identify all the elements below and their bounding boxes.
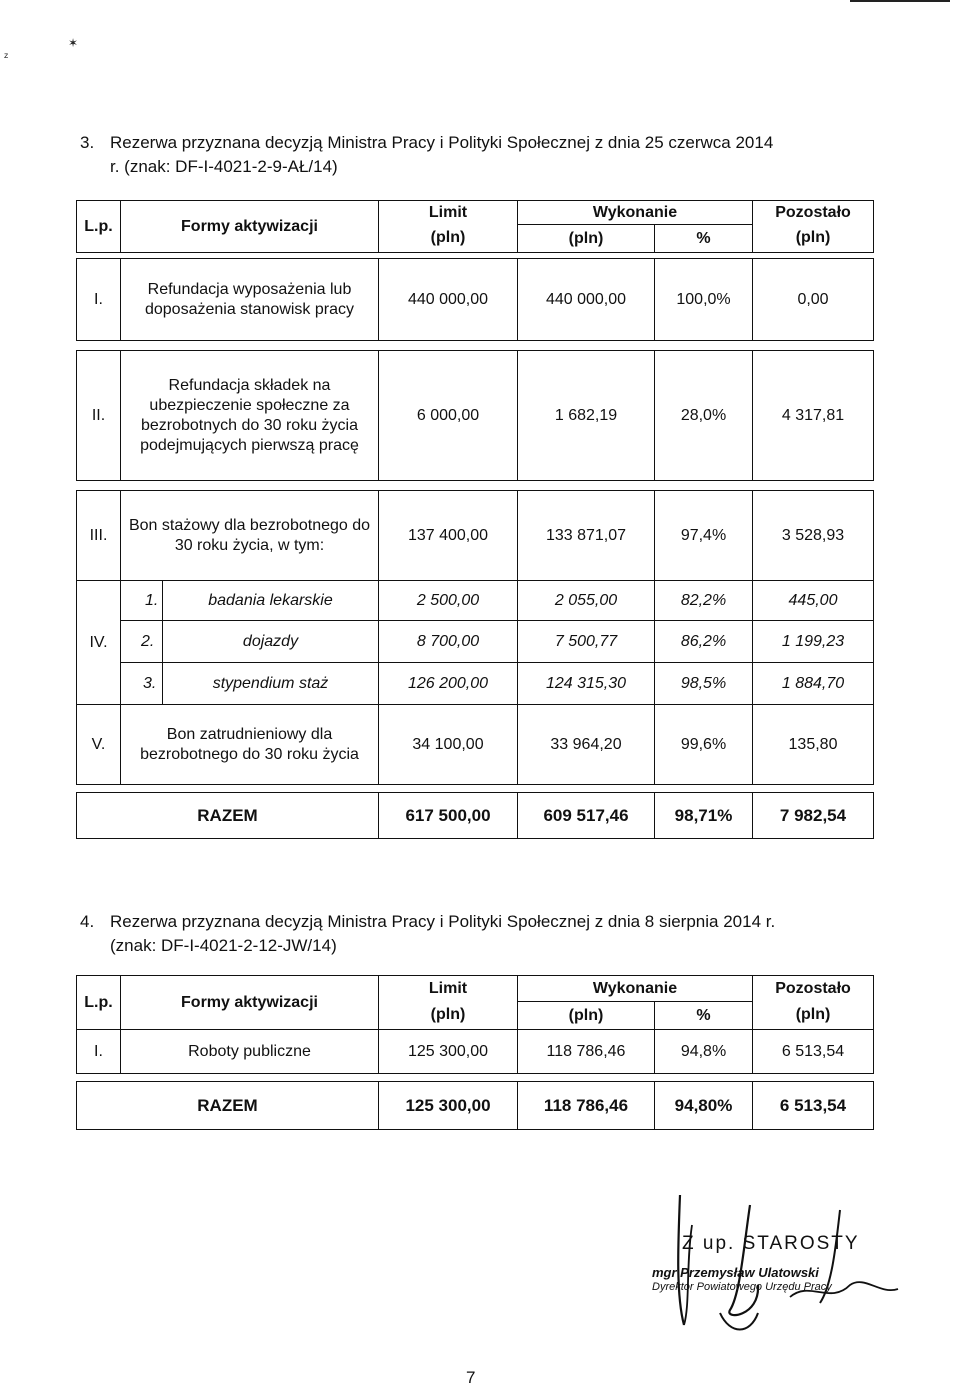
- row-lp: I.: [77, 259, 121, 341]
- row-lp: III.: [77, 491, 121, 581]
- stamp-line2: mgr Przemysław Ulatowski: [652, 1265, 819, 1280]
- row-wykonanie: 118 786,46: [518, 1030, 655, 1074]
- total-pct: 98,71%: [655, 793, 753, 839]
- row-name: Refundacja wyposażenia lub doposażenia stanowisk pracy: [121, 259, 379, 341]
- sub-pozostalo: 445,00: [753, 581, 874, 621]
- header-pozostalo-unit: (pln): [753, 225, 874, 253]
- table-section-4: [76, 975, 874, 1130]
- sub-name: badania lekarskie: [163, 581, 379, 621]
- table-row: [77, 581, 874, 621]
- stamp-line1: Z up. STAROSTY: [682, 1233, 860, 1254]
- sub-pozostalo: 1 884,70: [753, 663, 874, 705]
- row-name: Roboty publiczne: [121, 1030, 379, 1074]
- table-row: [77, 351, 874, 481]
- header-wykonanie: Wykonanie: [518, 976, 753, 1002]
- header-limit-unit: (pln): [379, 1002, 518, 1030]
- row-wykonanie: 133 871,07: [518, 491, 655, 581]
- row-pct: 97,4%: [655, 491, 753, 581]
- row-lp: IV.: [77, 581, 121, 705]
- handwritten-signature: [640, 1185, 900, 1335]
- table-row: [77, 491, 874, 581]
- page-number: 7: [466, 1368, 476, 1387]
- row-pozostalo: 3 528,93: [753, 491, 874, 581]
- section-4-line2: (znak: DF-I-4021-2-12-JW/14): [110, 936, 337, 955]
- row-limit: 6 000,00: [379, 351, 518, 481]
- row-wykonanie: 1 682,19: [518, 351, 655, 481]
- row-name: Refundacja składek na ubezpieczenie społeczne za bezrobotnych do 30 roku życia podejmujących pierwszą pracę: [121, 351, 379, 481]
- header-pozostalo: Pozostało: [753, 201, 874, 225]
- header-formy: Formy aktywizacji: [121, 976, 379, 1030]
- table-section-3-sub: [76, 580, 874, 705]
- total-wykonanie: 118 786,46: [518, 1082, 655, 1130]
- top-right-rule: [850, 0, 950, 2]
- sub-wykonanie: 124 315,30: [518, 663, 655, 705]
- total-limit: 125 300,00: [379, 1082, 518, 1130]
- header-pozostalo: Pozostało: [753, 976, 874, 1002]
- section-3-line1: Rezerwa przyznana decyzją Ministra Pracy i Polityki Społecznej z dnia 25 czerwca 2014: [110, 133, 774, 152]
- header-formy: Formy aktywizacji: [121, 201, 379, 253]
- stamp-line3: Dyrektor Powiatowego Urzędu Pracy: [652, 1281, 832, 1293]
- header-lp: L.p.: [77, 201, 121, 253]
- row-pct: 94,8%: [655, 1030, 753, 1074]
- table-section-3-footer: [76, 704, 874, 839]
- table-section-3: [76, 200, 874, 581]
- section-4-number: 4.: [80, 912, 95, 931]
- sub-pct: 98,5%: [655, 663, 753, 705]
- total-pozostalo: 7 982,54: [753, 793, 874, 839]
- row-wykonanie: 440 000,00: [518, 259, 655, 341]
- table-row: [77, 259, 874, 341]
- row-lp: V.: [77, 705, 121, 785]
- row-limit: 125 300,00: [379, 1030, 518, 1074]
- total-label: RAZEM: [77, 1082, 379, 1130]
- sub-name: stypendium staż: [163, 663, 379, 705]
- header-wykonanie-unit: (pln): [518, 225, 655, 253]
- sub-pct: 86,2%: [655, 621, 753, 663]
- row-pozostalo: 6 513,54: [753, 1030, 874, 1074]
- header-wykonanie-unit: (pln): [518, 1002, 655, 1030]
- row-wykonanie: 33 964,20: [518, 705, 655, 785]
- total-label: RAZEM: [77, 793, 379, 839]
- sub-number: 3.: [121, 663, 163, 705]
- sub-number: 2.: [121, 621, 163, 663]
- sub-pct: 82,2%: [655, 581, 753, 621]
- section-3-heading: [80, 131, 880, 179]
- sub-number: 1.: [121, 581, 163, 621]
- section-3-number: 3.: [80, 133, 95, 152]
- sub-limit: 2 500,00: [379, 581, 518, 621]
- table-row: [77, 663, 874, 705]
- table-row: [77, 705, 874, 785]
- row-pozostalo: 135,80: [753, 705, 874, 785]
- row-lp: I.: [77, 1030, 121, 1074]
- total-row: [77, 1082, 874, 1130]
- side-mark: ᶻ: [4, 50, 9, 64]
- sub-pozostalo: 1 199,23: [753, 621, 874, 663]
- sub-limit: 8 700,00: [379, 621, 518, 663]
- row-pozostalo: 0,00: [753, 259, 874, 341]
- table-row: [77, 1030, 874, 1074]
- row-pct: 100,0%: [655, 259, 753, 341]
- section-4-line1: Rezerwa przyznana decyzją Ministra Pracy i Polityki Społecznej z dnia 8 sierpnia 2014 r.: [110, 912, 776, 931]
- row-name: Bon zatrudnieniowy dla bezrobotnego do 30 roku życia: [121, 705, 379, 785]
- sub-name: dojazdy: [163, 621, 379, 663]
- row-pozostalo: 4 317,81: [753, 351, 874, 481]
- header-limit: Limit: [379, 976, 518, 1002]
- sub-wykonanie: 2 055,00: [518, 581, 655, 621]
- row-lp: II.: [77, 351, 121, 481]
- section-4-heading: [80, 910, 880, 958]
- total-wykonanie: 609 517,46: [518, 793, 655, 839]
- header-pct: %: [655, 1002, 753, 1030]
- total-pct: 94,80%: [655, 1082, 753, 1130]
- header-pct: %: [655, 225, 753, 253]
- sub-wykonanie: 7 500,77: [518, 621, 655, 663]
- sub-limit: 126 200,00: [379, 663, 518, 705]
- row-limit: 34 100,00: [379, 705, 518, 785]
- total-pozostalo: 6 513,54: [753, 1082, 874, 1130]
- header-lp: L.p.: [77, 976, 121, 1030]
- header-limit: Limit: [379, 201, 518, 225]
- header-limit-unit: (pln): [379, 225, 518, 253]
- header-pozostalo-unit: (pln): [753, 1002, 874, 1030]
- row-limit: 137 400,00: [379, 491, 518, 581]
- corner-mark: ✶: [68, 36, 79, 50]
- total-row: [77, 793, 874, 839]
- row-pct: 28,0%: [655, 351, 753, 481]
- total-limit: 617 500,00: [379, 793, 518, 839]
- row-limit: 440 000,00: [379, 259, 518, 341]
- section-3-line2: r. (znak: DF-I-4021-2-9-AŁ/14): [110, 157, 338, 176]
- row-pct: 99,6%: [655, 705, 753, 785]
- header-wykonanie: Wykonanie: [518, 201, 753, 225]
- row-name: Bon stażowy dla bezrobotnego do 30 roku życia, w tym:: [121, 491, 379, 581]
- table-row: [77, 621, 874, 663]
- signature-stamp: [640, 1185, 900, 1335]
